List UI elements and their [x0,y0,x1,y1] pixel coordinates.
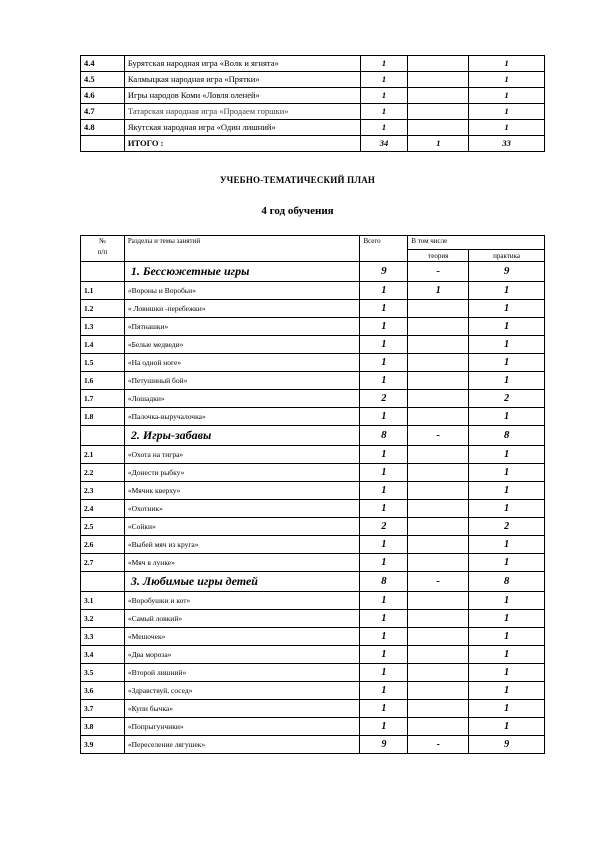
row-theory [408,628,469,646]
row-theory [408,88,469,104]
total-row [81,136,545,152]
table-row [81,446,545,464]
section-num-cell [81,262,125,282]
table-row [81,482,545,500]
row-name: «На одной ноге» [124,354,360,372]
row-total: 1 [360,682,408,700]
row-number: 1.8 [81,408,125,426]
table-row [81,718,545,736]
plan-title: УЧЕБНО-ТЕМАТИЧЕСКИЙ ПЛАН [219,175,376,185]
previous-year-table [80,55,545,152]
section-theory: - [408,572,469,592]
section-practice: 8 [469,572,545,592]
table-row [81,390,545,408]
row-number: 3.6 [81,682,125,700]
row-total: 1 [360,318,408,336]
row-number: 3.7 [81,700,125,718]
row-practice: 1 [469,318,545,336]
table-row [81,120,545,136]
row-theory [408,318,469,336]
row-number: 3.9 [81,736,125,754]
row-name: «Купи бычка» [124,700,360,718]
row-total: 1 [360,372,408,390]
row-practice: 1 [469,88,545,104]
table-row [81,646,545,664]
row-theory [408,408,469,426]
row-theory [408,104,469,120]
row-theory [408,592,469,610]
row-theory [408,646,469,664]
row-practice: 9 [469,736,545,754]
row-practice: 1 [469,500,545,518]
section-total: 8 [360,426,408,446]
row-name: Татарская народная игра «Продаем горшки» [124,104,360,120]
row-total: 1 [360,646,408,664]
row-total: 1 [360,300,408,318]
header-num: № [99,237,106,245]
row-total: 1 [360,408,408,426]
row-theory [408,56,469,72]
row-total: 1 [360,554,408,572]
row-name: «Охота на тигра» [124,446,360,464]
row-practice: 1 [469,104,545,120]
row-total: 1 [360,718,408,736]
header-topics: Разделы и темы занятий [124,236,360,262]
row-number: 1.2 [81,300,125,318]
section-practice: 8 [469,426,545,446]
row-number: 4.6 [81,88,125,104]
row-number: 2.3 [81,482,125,500]
row-number: 3.2 [81,610,125,628]
row-theory [408,500,469,518]
row-name: Якутская народная игра «Один лишний» [124,120,360,136]
table-row [81,610,545,628]
row-theory [408,354,469,372]
table-row [81,664,545,682]
row-name: «Здравствуй, сосед» [124,682,360,700]
row-theory [408,536,469,554]
row-theory [408,554,469,572]
row-practice: 1 [469,300,545,318]
row-name: «Донести рыбку» [124,464,360,482]
section-row [81,426,545,446]
row-total: 1 [360,104,408,120]
section-total: 9 [360,262,408,282]
table-row [81,104,545,120]
row-theory [408,610,469,628]
table-row [81,408,545,426]
row-practice: 2 [469,518,545,536]
row-name: «Мешочек» [124,628,360,646]
row-practice: 1 [469,682,545,700]
row-name: «Палочка-выручалочка» [124,408,360,426]
row-number: 4.4 [81,56,125,72]
row-total: 1 [360,282,408,300]
row-total: 1 [360,88,408,104]
section-practice: 9 [469,262,545,282]
total-num-cell [81,136,125,152]
row-practice: 1 [469,718,545,736]
row-total: 1 [360,664,408,682]
table-row [81,518,545,536]
table-row [81,282,545,300]
row-name: «Сойки» [124,518,360,536]
row-theory [408,700,469,718]
row-number: 2.5 [81,518,125,536]
row-number: 4.7 [81,104,125,120]
row-name: «Пятнашки» [124,318,360,336]
row-total: 1 [360,56,408,72]
row-name: « Ловишки -перебежки» [124,300,360,318]
row-number: 4.5 [81,72,125,88]
row-number: 2.7 [81,554,125,572]
header-theory: теория [408,250,469,262]
row-name: «Переселение лягушек» [124,736,360,754]
row-theory [408,300,469,318]
table-header-row [81,236,545,250]
row-theory [408,664,469,682]
row-theory [408,120,469,136]
table-row [81,372,545,390]
row-name: «Попрыгунчики» [124,718,360,736]
row-practice: 1 [469,554,545,572]
row-number: 1.6 [81,372,125,390]
row-total: 1 [360,336,408,354]
row-name: «Самый ловкий» [124,610,360,628]
row-practice: 1 [469,482,545,500]
row-theory [408,482,469,500]
table-row [81,318,545,336]
curriculum-table-body [81,236,545,754]
row-name: Калмыцкая народная игра «Прятки» [124,72,360,88]
row-practice: 1 [469,464,545,482]
row-practice: 1 [469,664,545,682]
row-number: 2.2 [81,464,125,482]
row-total: 9 [360,736,408,754]
row-practice: 2 [469,390,545,408]
row-name: «Второй лишний» [124,664,360,682]
row-total: 1 [360,536,408,554]
row-practice: 1 [469,610,545,628]
total-label: ИТОГО : [124,136,360,152]
table-row [81,592,545,610]
row-number: 1.3 [81,318,125,336]
row-practice: 1 [469,592,545,610]
row-name: «Петушиный бой» [124,372,360,390]
row-number: 1.5 [81,354,125,372]
row-total: 1 [360,700,408,718]
total-total: 34 [360,136,408,152]
row-total: 1 [360,628,408,646]
header-including: В том числе [408,236,545,250]
section-total: 8 [360,572,408,592]
table-row [81,354,545,372]
row-number: 3.8 [81,718,125,736]
row-name: «Лошадки» [124,390,360,408]
table-row [81,464,545,482]
table-row [81,536,545,554]
header-total: Всего [360,236,408,262]
row-name: «Мяч в лунке» [124,554,360,572]
row-name: «Выбей мяч из круга» [124,536,360,554]
row-total: 1 [360,72,408,88]
row-number: 3.4 [81,646,125,664]
row-theory [408,72,469,88]
header-num-cell [81,236,125,262]
row-name: «Воробушки и кот» [124,592,360,610]
row-theory: 1 [408,282,469,300]
section-row [81,262,545,282]
row-number: 3.3 [81,628,125,646]
row-total: 1 [360,482,408,500]
table-row [81,554,545,572]
row-theory: - [408,736,469,754]
row-number: 1.4 [81,336,125,354]
row-practice: 1 [469,700,545,718]
row-practice: 1 [469,372,545,390]
section-title: 3. Любимые игры детей [124,572,360,592]
row-number: 1.7 [81,390,125,408]
row-practice: 1 [469,72,545,88]
row-theory [408,390,469,408]
row-practice: 1 [469,120,545,136]
row-theory [408,336,469,354]
section-title: 1. Бессюжетные игры [124,262,360,282]
row-practice: 1 [469,282,545,300]
row-theory [408,446,469,464]
table-row [81,628,545,646]
row-name: «Два мороза» [124,646,360,664]
row-name: «Охотник» [124,500,360,518]
table-row [81,56,545,72]
row-name: «Мячик кверху» [124,482,360,500]
row-practice: 1 [469,354,545,372]
section-row [81,572,545,592]
table-row [81,300,545,318]
row-name: «Белые медведи» [124,336,360,354]
row-theory [408,464,469,482]
header-practice: практика [469,250,545,262]
row-theory [408,718,469,736]
row-total: 2 [360,390,408,408]
row-number: 1.1 [81,282,125,300]
table-row [81,72,545,88]
row-name: Бурятская народная игра «Волк и ягнята» [124,56,360,72]
section-num-cell [81,572,125,592]
row-total: 1 [360,464,408,482]
row-name: Игры народов Коми «Ловля оленей» [124,88,360,104]
section-theory: - [408,262,469,282]
row-practice: 1 [469,336,545,354]
table-row [81,336,545,354]
row-total: 2 [360,518,408,536]
section-theory: - [408,426,469,446]
header-num-sub: п/п [97,248,108,256]
total-theory: 1 [408,136,469,152]
row-theory [408,372,469,390]
curriculum-table [80,235,545,754]
row-practice: 1 [469,628,545,646]
row-number: 2.6 [81,536,125,554]
row-number: 3.5 [81,664,125,682]
row-practice: 1 [469,408,545,426]
table-row [81,682,545,700]
row-practice: 1 [469,446,545,464]
table-row [81,88,545,104]
table-row [81,700,545,718]
row-total: 1 [360,610,408,628]
row-total: 1 [360,446,408,464]
row-total: 1 [360,120,408,136]
table-row [81,500,545,518]
section-title: 2. Игры-забавы [124,426,360,446]
row-practice: 1 [469,56,545,72]
row-name: «Вороны и Воробьи» [124,282,360,300]
total-practice: 33 [469,136,545,152]
row-number: 2.1 [81,446,125,464]
row-practice: 1 [469,536,545,554]
row-practice: 1 [469,646,545,664]
section-num-cell [81,426,125,446]
row-theory [408,518,469,536]
table-row [81,736,545,754]
row-number: 4.8 [81,120,125,136]
year-title: 4 год обучения [261,205,334,217]
previous-year-table-body [81,56,545,152]
row-total: 1 [360,354,408,372]
row-total: 1 [360,500,408,518]
row-number: 3.1 [81,592,125,610]
row-theory [408,682,469,700]
row-total: 1 [360,592,408,610]
row-number: 2.4 [81,500,125,518]
